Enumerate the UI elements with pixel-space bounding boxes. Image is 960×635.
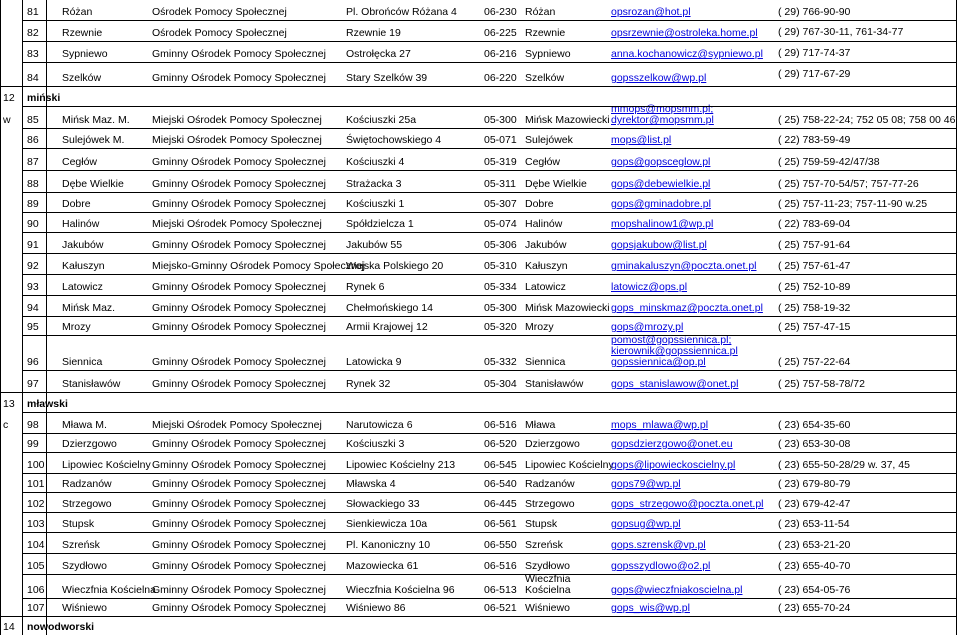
row-number: 99 (27, 438, 39, 450)
municipality-cell: Dzierzgowo (62, 438, 117, 450)
row-divider (22, 253, 957, 254)
row-divider (22, 128, 957, 129)
email-link[interactable]: gopsjakubow@list.pl (611, 239, 707, 251)
table-row (0, 412, 960, 433)
municipality-cell: Wiśniewo (62, 602, 107, 614)
row-number: 92 (27, 260, 39, 272)
row-divider (22, 274, 957, 275)
row-divider (22, 392, 957, 393)
city-cell: Sulejówek (525, 134, 573, 146)
phone-cell: ( 25) 757-47-15 (778, 321, 851, 333)
table-row (0, 274, 960, 295)
address-cell: Rynek 6 (346, 281, 385, 293)
left-border (0, 0, 1, 635)
row-divider (22, 212, 957, 213)
city-cell-line2: Kościelna (525, 584, 571, 596)
institution-name-cell: Gminny Ośrodek Pomocy Społecznej (152, 156, 326, 168)
row-number: 101 (27, 478, 45, 490)
row-divider (22, 452, 957, 453)
region-band-cell: c (3, 419, 9, 431)
address-cell: Wieczfnia Kościelna 96 (346, 584, 455, 596)
row-number: 85 (27, 114, 39, 126)
address-cell: Armii Krajowej 12 (346, 321, 428, 333)
municipality-cell: Cegłów (62, 156, 98, 168)
phone-cell: ( 23) 655-70-24 (778, 602, 851, 614)
email-link[interactable]: latowicz@ops.pl (611, 281, 688, 293)
institution-name-cell: Ośrodek Pomocy Społecznej (152, 27, 287, 39)
email-link[interactable]: gops_stanislawow@onet.pl (611, 378, 739, 390)
institution-name-cell: Gminny Ośrodek Pomocy Społecznej (152, 560, 326, 572)
institution-name-cell: Gminny Ośrodek Pomocy Społecznej (152, 198, 326, 210)
phone-cell: ( 23) 679-42-47 (778, 498, 851, 510)
row-number: 93 (27, 281, 39, 293)
address-cell: Pl. Obrońców Różana 4 (346, 6, 457, 18)
city-cell: Jakubów (525, 239, 567, 251)
municipality-cell: Rzewnie (62, 27, 103, 39)
row-divider (22, 433, 957, 434)
region-band-cell: w (3, 114, 11, 126)
email-link[interactable]: gops_strzegowo@poczta.onet.pl (611, 498, 764, 510)
city-cell: Kałuszyn (525, 260, 568, 272)
address-cell: Latowicka 9 (346, 356, 402, 368)
postal-code-cell: 06-516 (484, 560, 517, 572)
institution-name-cell: Gminny Ośrodek Pomocy Społecznej (152, 438, 326, 450)
address-cell: Chełmońskiego 14 (346, 302, 433, 314)
address-cell: Pl. Kanoniczny 10 (346, 539, 431, 551)
table-row (0, 316, 960, 335)
address-cell: Kościuszki 3 (346, 438, 405, 450)
band-divider (0, 86, 22, 87)
institution-name-cell: Miejski Ośrodek Pomocy Społecznej (152, 134, 322, 146)
row-number: 106 (27, 584, 45, 596)
postal-code-cell: 05-071 (484, 134, 517, 146)
table-row (0, 433, 960, 452)
municipality-cell: Mińsk Maz. M. (62, 114, 130, 126)
city-cell: Dobre (525, 198, 554, 210)
email-link[interactable]: pomost@gopssiennica.pl; (611, 334, 732, 346)
phone-cell: ( 29) 717-74-37 (778, 47, 851, 59)
phone-cell: ( 25) 758-22-24; 752 05 08; 758 00 46 (778, 114, 956, 126)
phone-cell: ( 23) 653-21-20 (778, 539, 851, 551)
postal-code-cell: 06-230 (484, 6, 517, 18)
city-cell: Mława (525, 419, 556, 431)
row-divider (22, 106, 957, 107)
postal-code-cell: 06-561 (484, 518, 517, 530)
table-row (0, 295, 960, 316)
email-link[interactable]: gops@gminadobre.pl (611, 198, 711, 210)
column-divider (22, 0, 23, 635)
address-cell: Lipowiec Kościelny 213 (346, 459, 456, 471)
postal-code-cell: 06-216 (484, 48, 517, 60)
row-number: 83 (27, 48, 39, 60)
email-link[interactable]: gopsug@wp.pl (611, 518, 681, 530)
phone-cell: ( 23) 653-30-08 (778, 438, 851, 450)
address-cell: Mazowiecka 61 (346, 560, 419, 572)
row-number: 102 (27, 498, 45, 510)
phone-cell: ( 23) 655-50-28/29 w. 37, 45 (778, 459, 910, 471)
email-link[interactable]: gops@wieczfniakoscielna.pl (611, 584, 743, 596)
institution-name-cell: Gminny Ośrodek Pomocy Społecznej (152, 302, 326, 314)
municipality-cell: Latowicz (62, 281, 103, 293)
row-divider (22, 553, 957, 554)
email-link[interactable]: mmops@mopsmm.pl; (611, 103, 714, 115)
email-link[interactable]: gops_minskmaz@poczta.onet.pl (611, 302, 763, 314)
municipality-cell: Mrozy (62, 321, 91, 333)
table-row (0, 335, 960, 370)
row-number: 88 (27, 178, 39, 190)
city-cell: Halinów (525, 218, 563, 230)
table-row (0, 598, 960, 616)
city-cell: Rzewnie (525, 27, 566, 39)
phone-cell: ( 23) 654-35-60 (778, 419, 851, 431)
column-divider (956, 0, 957, 635)
municipality-cell: Radzanów (62, 478, 112, 490)
address-cell: Jakubów 55 (346, 239, 403, 251)
city-cell: Radzanów (525, 478, 575, 490)
phone-cell: ( 23) 679-80-79 (778, 478, 851, 490)
row-divider (22, 86, 957, 87)
phone-cell: ( 29) 717-67-29 (778, 68, 851, 80)
email-link[interactable]: gops_wis@wp.pl (611, 602, 690, 614)
row-number: 98 (27, 419, 39, 431)
email-link[interactable]: gopsszelkow@wp.pl (611, 72, 707, 84)
row-number: 100 (27, 459, 45, 471)
table-row (0, 232, 960, 253)
table-row (0, 512, 960, 532)
email-link[interactable]: gops@debewielkie.pl (611, 178, 711, 190)
email-link[interactable]: gops@mrozy.pl (611, 321, 684, 333)
institution-name-cell: Gminny Ośrodek Pomocy Społecznej (152, 356, 326, 368)
table-row (0, 253, 960, 274)
postal-code-cell: 06-521 (484, 602, 517, 614)
institution-name-cell: Gminny Ośrodek Pomocy Społecznej (152, 378, 326, 390)
address-cell: Rynek 32 (346, 378, 391, 390)
row-divider (22, 41, 957, 42)
municipality-cell: Wieczfnia Kościelna (62, 584, 156, 596)
phone-cell: ( 25) 757-22-64 (778, 356, 851, 368)
city-cell: Wieczfnia (525, 573, 571, 585)
region-band-cell: 13 (3, 398, 15, 410)
postal-code-cell: 06-550 (484, 539, 517, 551)
postal-code-cell: 05-334 (484, 281, 517, 293)
row-number: 87 (27, 156, 39, 168)
table-row (0, 148, 960, 170)
row-number: 104 (27, 539, 45, 551)
institution-name-cell: Miejski Ośrodek Pomocy Społecznej (152, 218, 322, 230)
row-divider (22, 20, 957, 21)
municipality-cell: Stanisławów (62, 378, 121, 390)
row-divider (22, 574, 957, 575)
phone-cell: ( 23) 653-11-54 (778, 518, 850, 530)
section-title: nowodworski (27, 621, 95, 633)
institution-name-cell: Miejski Ośrodek Pomocy Społecznej (152, 419, 322, 431)
postal-code-cell: 05-311 (484, 178, 516, 190)
region-band-cell: 14 (3, 621, 15, 633)
municipality-cell: Kałuszyn (62, 260, 105, 272)
email-link[interactable]: gops@gopsceglow.pl (611, 156, 711, 168)
table-row (0, 192, 960, 212)
municipality-cell: Siennica (62, 356, 103, 368)
address-cell: Słowackiego 33 (346, 498, 420, 510)
city-cell: Siennica (525, 356, 566, 368)
address-cell: Mławska 4 (346, 478, 396, 490)
email-link[interactable]: mopshalinow1@wp.pl (611, 218, 714, 230)
institution-name-cell: Gminny Ośrodek Pomocy Społecznej (152, 498, 326, 510)
municipality-cell: Sulejówek M. (62, 134, 125, 146)
institution-name-cell: Ośrodek Pomocy Społecznej (152, 6, 287, 18)
postal-code-cell: 05-300 (484, 302, 517, 314)
municipality-cell: Mińsk Maz. (62, 302, 116, 314)
phone-cell: ( 25) 757-11-23; 757-11-90 w.25 (778, 198, 928, 210)
row-number: 89 (27, 198, 39, 210)
address-cell: Kościuszki 25a (346, 114, 417, 126)
phone-cell: ( 25) 757-61-47 (778, 260, 851, 272)
band-divider (0, 392, 22, 393)
email-link[interactable]: gops@lipowieckoscielny.pl (611, 459, 736, 471)
email-link[interactable]: gops79@wp.pl (611, 478, 681, 490)
table-row (0, 532, 960, 553)
city-cell: Dzierzgowo (525, 438, 580, 450)
postal-code-cell: 06-516 (484, 419, 517, 431)
address-cell: Kościuszki 1 (346, 198, 405, 210)
row-number: 95 (27, 321, 39, 333)
row-number: 103 (27, 518, 45, 530)
phone-cell: ( 25) 757-70-54/57; 757-77-26 (778, 178, 919, 190)
table-row (0, 170, 960, 192)
institution-name-cell: Gminny Ośrodek Pomocy Społecznej (152, 459, 326, 471)
city-cell: Różan (525, 6, 556, 18)
municipality-cell: Dębe Wielkie (62, 178, 124, 190)
table-row (0, 103, 960, 128)
postal-code-cell: 06-513 (484, 584, 517, 596)
email-link-3[interactable]: gopssiennica@op.pl (611, 356, 706, 368)
city-cell: Lipowiec Kościelny (525, 459, 614, 471)
city-cell: Mrozy (525, 321, 554, 333)
row-divider (22, 62, 957, 63)
table-row (0, 370, 960, 392)
row-number: 94 (27, 302, 39, 314)
table-row (0, 128, 960, 148)
institution-name-cell: Gminny Ośrodek Pomocy Społecznej (152, 584, 326, 596)
row-divider (22, 370, 957, 371)
postal-code-cell: 05-300 (484, 114, 517, 126)
city-cell: Cegłów (525, 156, 561, 168)
email-link[interactable]: mops@list.pl (611, 134, 672, 146)
municipality-cell: Stupsk (62, 518, 95, 530)
section-title: mławski (27, 398, 68, 410)
table-row (0, 492, 960, 512)
postal-code-cell: 05-319 (484, 156, 517, 168)
table-row (0, 20, 960, 41)
address-cell: Wojska Polskiego 20 (346, 260, 444, 272)
section-title: miński (27, 92, 61, 104)
email-link[interactable]: anna.kochanowicz@sypniewo.pl (611, 48, 763, 60)
row-divider (22, 473, 957, 474)
institution-name-cell: Gminny Ośrodek Pomocy Społecznej (152, 281, 326, 293)
table-row (0, 41, 960, 62)
institution-name-cell: Gminny Ośrodek Pomocy Społecznej (152, 48, 326, 60)
table-row (0, 473, 960, 492)
city-cell: Latowicz (525, 281, 566, 293)
city-cell: Strzegowo (525, 498, 575, 510)
section-header-row (0, 392, 960, 412)
address-cell: Sienkiewicza 10a (346, 518, 428, 530)
institution-name-cell: Miejski Ośrodek Pomocy Społecznej (152, 114, 322, 126)
postal-code-cell: 05-320 (484, 321, 517, 333)
city-cell: Dębe Wielkie (525, 178, 587, 190)
postal-code-cell: 05-310 (484, 260, 517, 272)
row-divider (22, 512, 957, 513)
municipality-cell: Dobre (62, 198, 91, 210)
address-cell: Wiśniewo 86 (346, 602, 406, 614)
postal-code-cell: 06-520 (484, 438, 517, 450)
municipality-cell: Strzegowo (62, 498, 112, 510)
email-link[interactable]: gopsszydlowo@o2.pl (611, 560, 711, 572)
email-link[interactable]: gopsdzierzgowo@onet.eu (611, 438, 733, 450)
institution-name-cell: Gminny Ośrodek Pomocy Społecznej (152, 539, 326, 551)
row-divider (22, 295, 957, 296)
row-divider (22, 616, 957, 617)
phone-cell: ( 29) 766-90-90 (778, 6, 851, 18)
phone-cell: ( 25) 752-10-89 (778, 281, 851, 293)
email-link[interactable]: opsrozan@hot.pl (611, 6, 691, 18)
city-cell: Szreńsk (525, 539, 563, 551)
city-cell: Mińsk Mazowiecki (525, 302, 610, 314)
institution-name-cell: Gminny Ośrodek Pomocy Społecznej (152, 321, 326, 333)
row-divider (22, 148, 957, 149)
municipality-cell: Szelków (62, 72, 102, 84)
phone-cell: ( 22) 783-69-04 (778, 218, 851, 230)
phone-cell: ( 23) 655-40-70 (778, 560, 851, 572)
row-number: 105 (27, 560, 45, 572)
city-cell: Stanisławów (525, 378, 584, 390)
row-number: 82 (27, 27, 39, 39)
address-cell: Strażacka 3 (346, 178, 402, 190)
section-header-row (0, 86, 960, 106)
email-link[interactable]: opsrzewnie@ostroleka.home.pl (611, 27, 758, 39)
municipality-cell: Różan (62, 6, 93, 18)
column-divider (46, 0, 47, 635)
postal-code-cell: 06-545 (484, 459, 517, 471)
email-link-2[interactable]: dyrektor@mopsmm.pl (611, 114, 714, 126)
email-link[interactable]: mops_mlawa@wp.pl (611, 419, 709, 431)
row-divider (22, 492, 957, 493)
phone-cell: ( 25) 757-91-64 (778, 239, 851, 251)
region-band-cell: 12 (3, 92, 15, 104)
table-row (0, 62, 960, 86)
institution-name-cell: Gminny Ośrodek Pomocy Społecznej (152, 72, 326, 84)
email-link[interactable]: gops.szrensk@vp.pl (611, 539, 706, 551)
table-row (0, 553, 960, 574)
row-number: 91 (27, 239, 39, 251)
address-cell: Stary Szelków 39 (346, 72, 428, 84)
municipality-cell: Jakubów (62, 239, 104, 251)
row-divider (22, 598, 957, 599)
row-divider (22, 232, 957, 233)
city-cell: Mińsk Mazowiecki (525, 114, 610, 126)
row-divider (22, 170, 957, 171)
row-divider (22, 532, 957, 533)
city-cell: Sypniewo (525, 48, 571, 60)
row-number: 96 (27, 356, 39, 368)
phone-cell: ( 22) 783-59-49 (778, 134, 851, 146)
municipality-cell: Lipowiec Kościelny (62, 459, 151, 471)
table-row (0, 212, 960, 232)
row-number: 97 (27, 378, 39, 390)
postal-code-cell: 06-220 (484, 72, 517, 84)
postal-code-cell: 05-307 (484, 198, 517, 210)
municipality-cell: Sypniewo (62, 48, 108, 60)
address-cell: Ostrołęcka 27 (346, 48, 411, 60)
row-number: 86 (27, 134, 39, 146)
municipality-cell: Mława M. (62, 419, 107, 431)
band-divider (0, 616, 22, 617)
phone-cell: ( 25) 758-19-32 (778, 302, 851, 314)
table-row (0, 0, 960, 20)
table-row (0, 574, 960, 598)
postal-code-cell: 05-304 (484, 378, 517, 390)
institution-name-cell: Gminny Ośrodek Pomocy Społecznej (152, 178, 326, 190)
row-number: 84 (27, 72, 39, 84)
row-number: 81 (27, 6, 39, 18)
postal-code-cell: 06-540 (484, 478, 517, 490)
institution-name-cell: Gminny Ośrodek Pomocy Społecznej (152, 518, 326, 530)
postal-code-cell: 06-225 (484, 27, 517, 39)
table-row (0, 452, 960, 473)
address-cell: Narutowicza 6 (346, 419, 413, 431)
postal-code-cell: 05-074 (484, 218, 517, 230)
row-divider (22, 192, 957, 193)
row-divider (22, 316, 957, 317)
email-link[interactable]: gminakaluszyn@poczta.onet.pl (611, 260, 757, 272)
address-cell: Spółdzielcza 1 (346, 218, 414, 230)
address-cell: Kościuszki 4 (346, 156, 405, 168)
city-cell: Szelków (525, 72, 565, 84)
phone-cell: ( 23) 654-05-76 (778, 584, 851, 596)
row-divider (22, 335, 957, 336)
postal-code-cell: 06-445 (484, 498, 517, 510)
address-cell: Rzewnie 19 (346, 27, 401, 39)
phone-cell: ( 25) 759-59-42/47/38 (778, 156, 880, 168)
municipality-cell: Szreńsk (62, 539, 100, 551)
phone-cell: ( 25) 757-58-78/72 (778, 378, 865, 390)
institution-name-cell: Gminny Ośrodek Pomocy Społecznej (152, 239, 326, 251)
address-cell: Świętochowskiego 4 (346, 134, 442, 146)
postal-code-cell: 05-332 (484, 356, 517, 368)
institution-name-cell: Gminny Ośrodek Pomocy Społecznej (152, 602, 326, 614)
row-number: 90 (27, 218, 39, 230)
institution-name-cell: Gminny Ośrodek Pomocy Społecznej (152, 478, 326, 490)
city-cell: Wiśniewo (525, 602, 570, 614)
city-cell: Stupsk (525, 518, 558, 530)
postal-code-cell: 05-306 (484, 239, 517, 251)
email-link-2[interactable]: kierownik@gopssiennica.pl (611, 345, 738, 357)
phone-cell: ( 29) 767-30-11, 761-34-77 (778, 26, 904, 38)
row-divider (22, 412, 957, 413)
section-header-row (0, 616, 960, 635)
row-number: 107 (27, 602, 45, 614)
institution-name-cell: Miejsko-Gminny Ośrodek Pomocy Społecznej (152, 260, 365, 272)
municipality-cell: Halinów (62, 218, 100, 230)
city-cell: Szydłowo (525, 560, 570, 572)
municipality-cell: Szydłowo (62, 560, 107, 572)
